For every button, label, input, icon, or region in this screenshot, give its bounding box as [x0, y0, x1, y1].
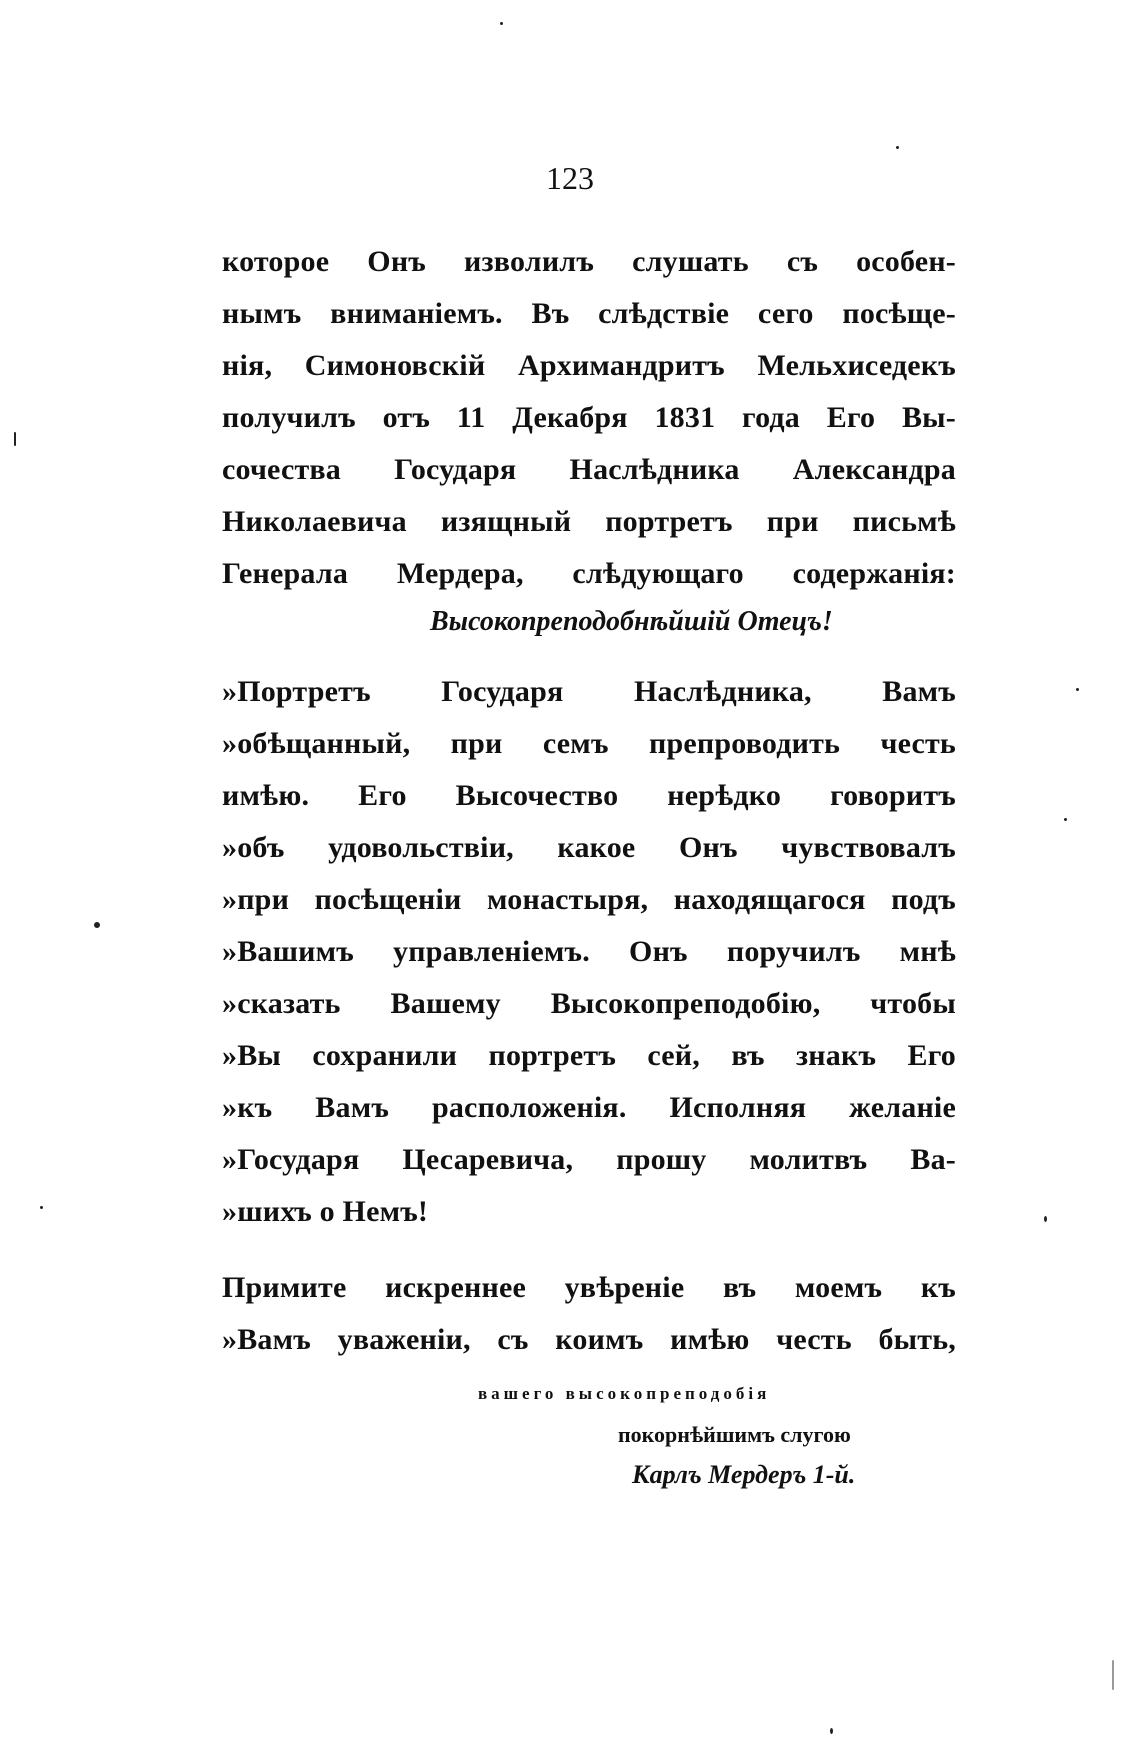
letter-line: »сказать Вашему Высокопреподобію, чтобы	[222, 987, 956, 1020]
letter-line: »къ Вамъ расположенія. Исполняя желаніе	[222, 1091, 956, 1124]
closing-line: Примите искреннее увѣреніе въ моемъ къ	[222, 1271, 956, 1304]
scan-speck	[1064, 818, 1067, 821]
scan-speck	[830, 1728, 833, 1734]
text-line: нымъ вниманіемъ. Въ слѣдствіе сего посѣще-	[222, 297, 956, 330]
text-line: Николаевича изящный портретъ при письмѣ	[222, 505, 956, 538]
scan-speck	[1044, 1216, 1047, 1222]
letter-line: »Вашимъ управленіемъ. Онъ поручилъ мнѣ	[222, 935, 956, 968]
scan-speck	[14, 432, 16, 446]
text-line: Генерала Мердера, слѣдующаго содержанія:	[222, 557, 956, 590]
scan-speck	[500, 22, 503, 25]
text-line: которое Онъ изволилъ слушать съ особен-	[222, 245, 956, 278]
text-line: сочества Государя Наслѣдника Александра	[222, 453, 956, 486]
letter-closing	[222, 1262, 956, 1366]
page-number: 123	[546, 160, 594, 196]
letter-line: имѣю. Его Высочество нерѣдко говоритъ	[222, 779, 956, 812]
closing-line: »Вамъ уваженіи, съ коимъ имѣю честь быть,	[222, 1323, 956, 1356]
letter-line: »при посѣщеніи монастыря, находящагося подъ	[222, 883, 956, 916]
letter-line: »шихъ о Немъ!	[222, 1195, 429, 1228]
scan-speck	[94, 922, 100, 928]
signature-title: вашего высокопреподобія	[478, 1384, 771, 1403]
paragraph-intro	[222, 236, 956, 600]
letter-line: »Государя Цесаревича, прошу молитвъ Ва-	[222, 1143, 956, 1176]
letter-line: »обѣщанный, при семъ препроводить честь	[222, 727, 956, 760]
scan-speck	[1112, 1660, 1114, 1690]
letter-line: »объ удовольствіи, какое Онъ чувствовалъ	[222, 831, 956, 864]
text-line: нія, Симоновскій Архимандритъ Мельхиседекъ	[222, 349, 956, 382]
signature-name: Карлъ Мердеръ 1-й.	[632, 1460, 856, 1489]
letter-body	[222, 666, 956, 1238]
scan-speck	[40, 1206, 43, 1209]
letter-salutation: Высокопреподобнѣйшій Отецъ!	[430, 606, 833, 637]
signature-role: покорнѣйшимъ слугою	[618, 1422, 851, 1447]
scan-speck	[1076, 688, 1079, 691]
text-line: получилъ отъ 11 Декабря 1831 года Его Вы-	[222, 401, 956, 434]
scan-speck	[896, 146, 899, 149]
letter-line: »Портретъ Государя Наслѣдника, Вамъ	[222, 675, 956, 708]
letter-line: »Вы сохранили портретъ сей, въ знакъ Его	[222, 1039, 956, 1072]
